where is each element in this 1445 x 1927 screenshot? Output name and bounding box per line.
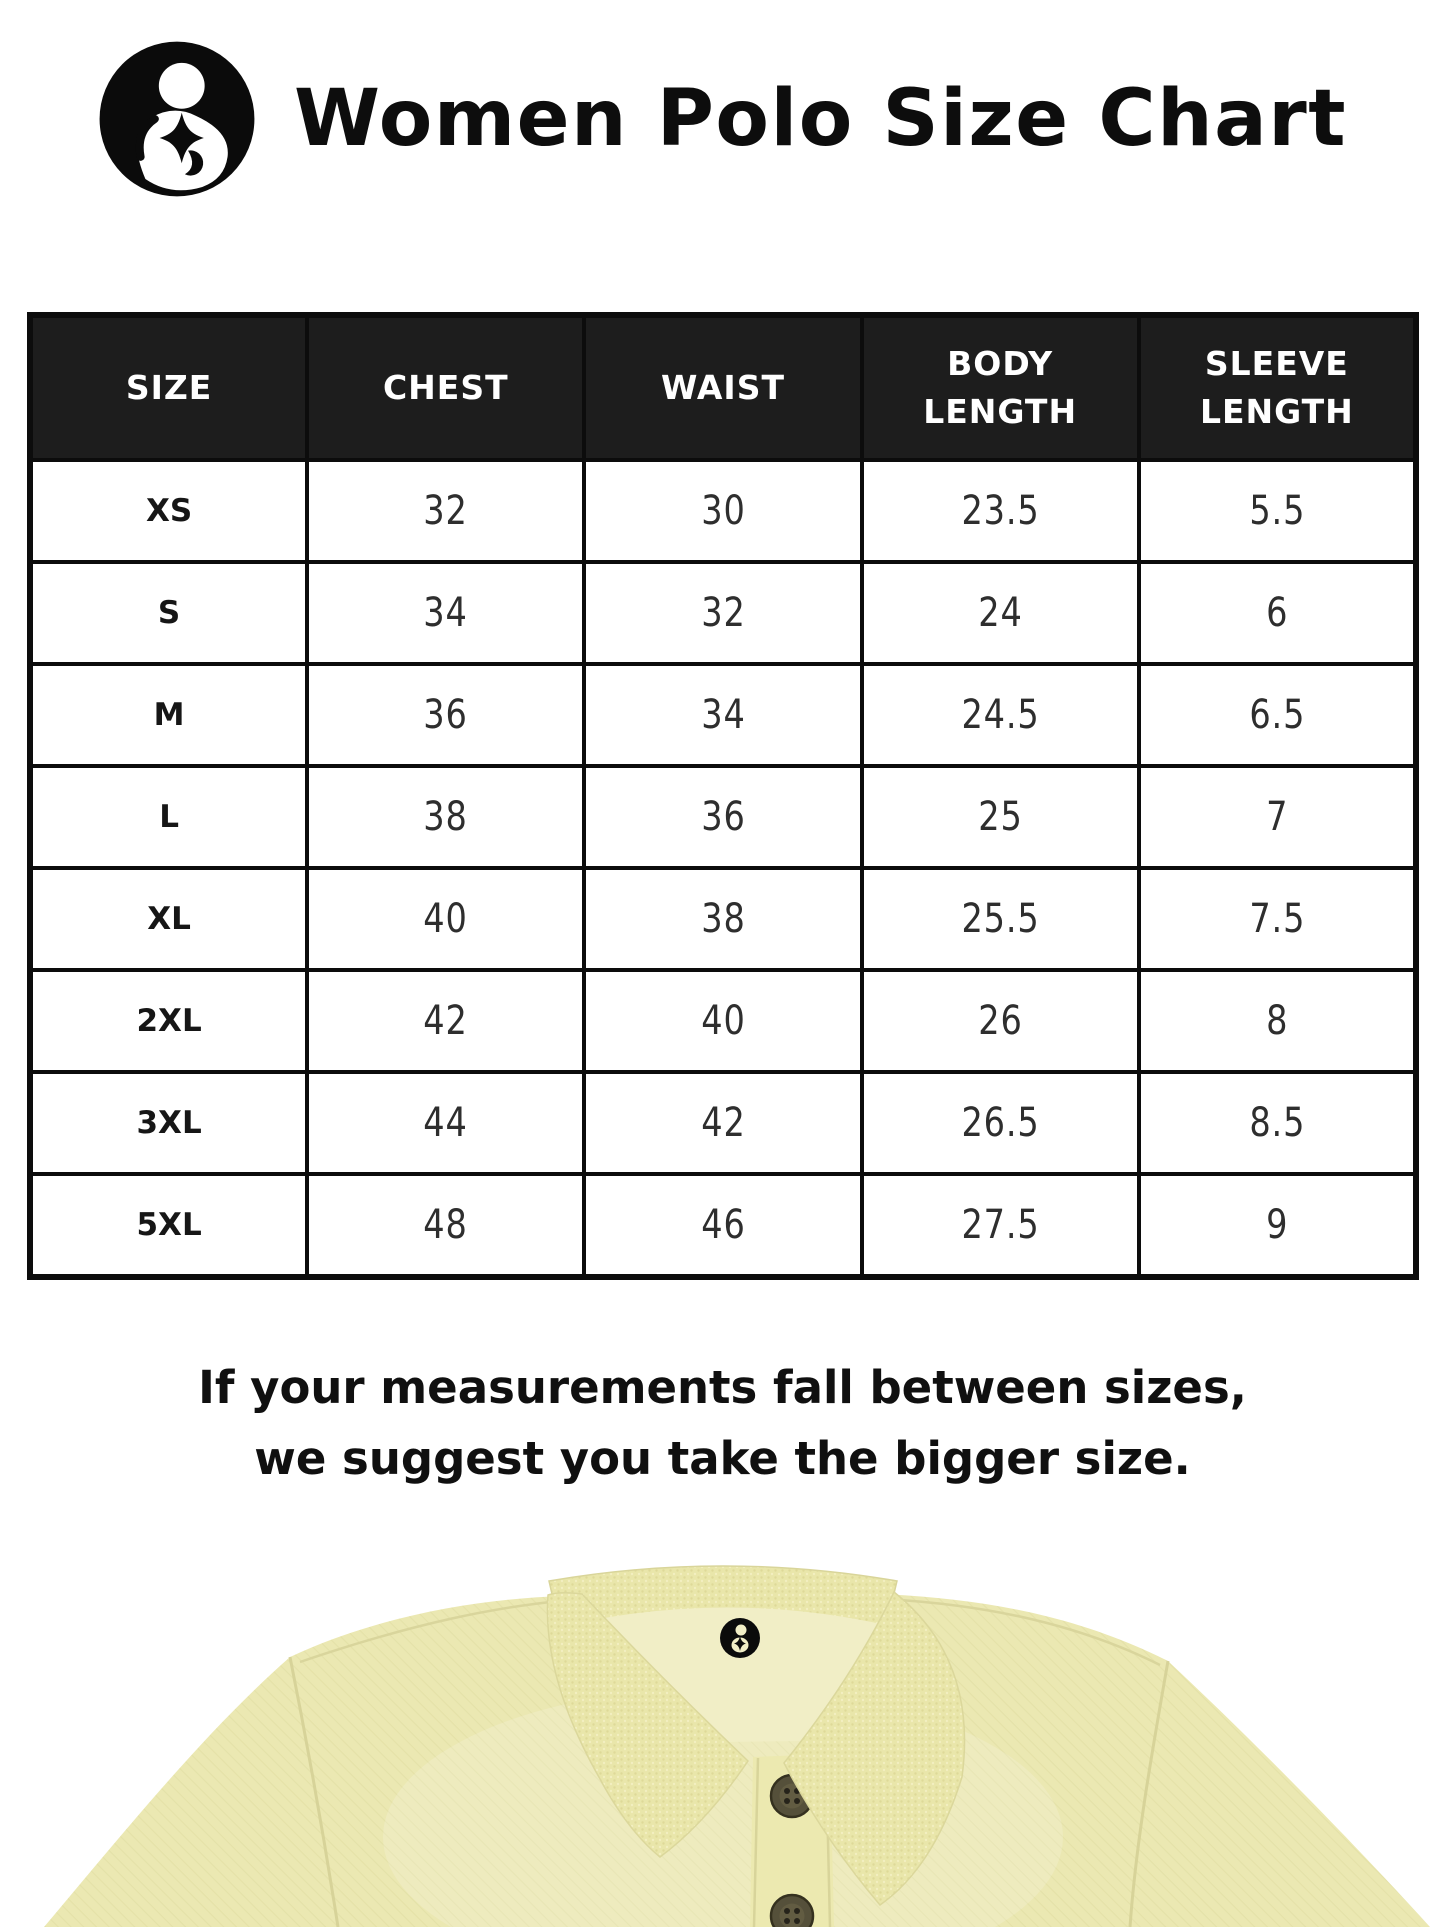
size-label: XL	[147, 901, 191, 937]
body-length-value: 23.5	[961, 488, 1040, 534]
sleeve-length-cell	[1139, 1174, 1416, 1277]
table-row-2xl	[30, 970, 1416, 1072]
column-header-body-length: BODY LENGTH	[862, 315, 1139, 460]
body-length-cell	[862, 664, 1139, 766]
chest-cell	[307, 1174, 584, 1277]
waist-value: 40	[700, 998, 746, 1044]
column-header-chest: CHEST	[307, 315, 584, 460]
body-length-value: 24	[977, 590, 1023, 636]
sleeve-length-value: 8.5	[1248, 1100, 1305, 1146]
table-row-xs	[30, 460, 1416, 562]
body-length-value: 27.5	[961, 1202, 1040, 1248]
size-cell	[30, 562, 307, 664]
button-bottom	[771, 1895, 813, 1927]
sleeve-length-cell	[1139, 1072, 1416, 1174]
sleeve-length-value: 5.5	[1248, 488, 1305, 534]
sleeve-length-cell	[1139, 664, 1416, 766]
chest-value: 32	[423, 488, 469, 534]
chest-value: 34	[423, 590, 469, 636]
sleeve-length-value: 6	[1265, 590, 1288, 636]
waist-value: 38	[700, 896, 746, 942]
body-length-value: 24.5	[961, 692, 1040, 738]
table-row-s	[30, 562, 1416, 664]
polo-shirt-image	[0, 1537, 1445, 1927]
chest-cell	[307, 868, 584, 970]
size-cell	[30, 664, 307, 766]
sleeve-length-value: 8	[1265, 998, 1288, 1044]
size-label: 2XL	[136, 1003, 202, 1039]
chest-cell	[307, 460, 584, 562]
body-length-value: 26	[977, 998, 1023, 1044]
waist-value: 34	[700, 692, 746, 738]
waist-cell	[584, 460, 861, 562]
waist-cell	[584, 1174, 861, 1277]
chest-cell	[307, 766, 584, 868]
fit-note	[0, 1352, 1445, 1494]
column-header-sleeve-length: SLEEVE LENGTH	[1139, 315, 1416, 460]
header-row	[30, 315, 1416, 460]
sleeve-length-value: 7.5	[1248, 896, 1305, 942]
size-label: 3XL	[136, 1105, 202, 1141]
size-cell	[30, 460, 307, 562]
size-label: 5XL	[136, 1207, 202, 1243]
table-header	[30, 315, 1416, 460]
table-row-5xl	[30, 1174, 1416, 1277]
chest-value: 48	[423, 1202, 469, 1248]
waist-cell	[584, 664, 861, 766]
body-length-cell	[862, 970, 1139, 1072]
waist-cell	[584, 868, 861, 970]
chest-cell	[307, 664, 584, 766]
table-row-xl	[30, 868, 1416, 970]
waist-value: 42	[700, 1100, 746, 1146]
size-cell	[30, 1072, 307, 1174]
fit-note-line1: If your measurements fall between sizes,	[198, 1361, 1247, 1414]
polo-shirt-graphic	[0, 1537, 1445, 1927]
chest-cell	[307, 970, 584, 1072]
body-length-cell	[862, 766, 1139, 868]
sleeve-length-cell	[1139, 766, 1416, 868]
table-row-l	[30, 766, 1416, 868]
body-length-value: 25.5	[961, 896, 1040, 942]
body-length-cell	[862, 868, 1139, 970]
size-label: L	[159, 799, 179, 835]
sleeve-length-cell	[1139, 460, 1416, 562]
brand-logo-icon	[98, 40, 256, 198]
size-label: S	[157, 595, 181, 631]
chest-cell	[307, 562, 584, 664]
table-body	[30, 460, 1416, 1277]
waist-value: 46	[700, 1202, 746, 1248]
waist-cell	[584, 562, 861, 664]
size-cell	[30, 766, 307, 868]
chest-value: 42	[423, 998, 469, 1044]
size-chart-table	[27, 312, 1419, 1280]
size-label: M	[153, 697, 185, 733]
collar-brand-label	[720, 1618, 760, 1658]
sleeve-length-cell	[1139, 970, 1416, 1072]
sleeve-length-cell	[1139, 868, 1416, 970]
sleeve-length-value: 9	[1265, 1202, 1288, 1248]
body-length-value: 26.5	[961, 1100, 1040, 1146]
waist-value: 36	[700, 794, 746, 840]
chest-cell	[307, 1072, 584, 1174]
chest-value: 40	[423, 896, 469, 942]
size-cell	[30, 868, 307, 970]
waist-value: 30	[700, 488, 746, 534]
body-length-cell	[862, 460, 1139, 562]
page-title: Women Polo Size Chart	[294, 74, 1347, 164]
brand-header	[0, 40, 1445, 198]
table-row-m	[30, 664, 1416, 766]
logo-head	[159, 63, 205, 109]
table-row-3xl	[30, 1072, 1416, 1174]
body-length-cell	[862, 562, 1139, 664]
waist-cell	[584, 766, 861, 868]
size-label: XS	[145, 493, 193, 529]
size-cell	[30, 1174, 307, 1277]
column-header-waist: WAIST	[584, 315, 861, 460]
fit-note-line2: we suggest you take the bigger size.	[254, 1432, 1191, 1486]
body-length-cell	[862, 1072, 1139, 1174]
waist-cell	[584, 970, 861, 1072]
sleeve-length-value: 6.5	[1248, 692, 1305, 738]
body-length-cell	[862, 1174, 1139, 1277]
waist-cell	[584, 1072, 861, 1174]
chest-value: 44	[423, 1100, 469, 1146]
sleeve-length-value: 7	[1265, 794, 1288, 840]
waist-value: 32	[700, 590, 746, 636]
chest-value: 38	[423, 794, 469, 840]
column-header-size: SIZE	[30, 315, 307, 460]
sleeve-length-cell	[1139, 562, 1416, 664]
body-length-value: 25	[977, 794, 1023, 840]
size-cell	[30, 970, 307, 1072]
chest-value: 36	[423, 692, 469, 738]
